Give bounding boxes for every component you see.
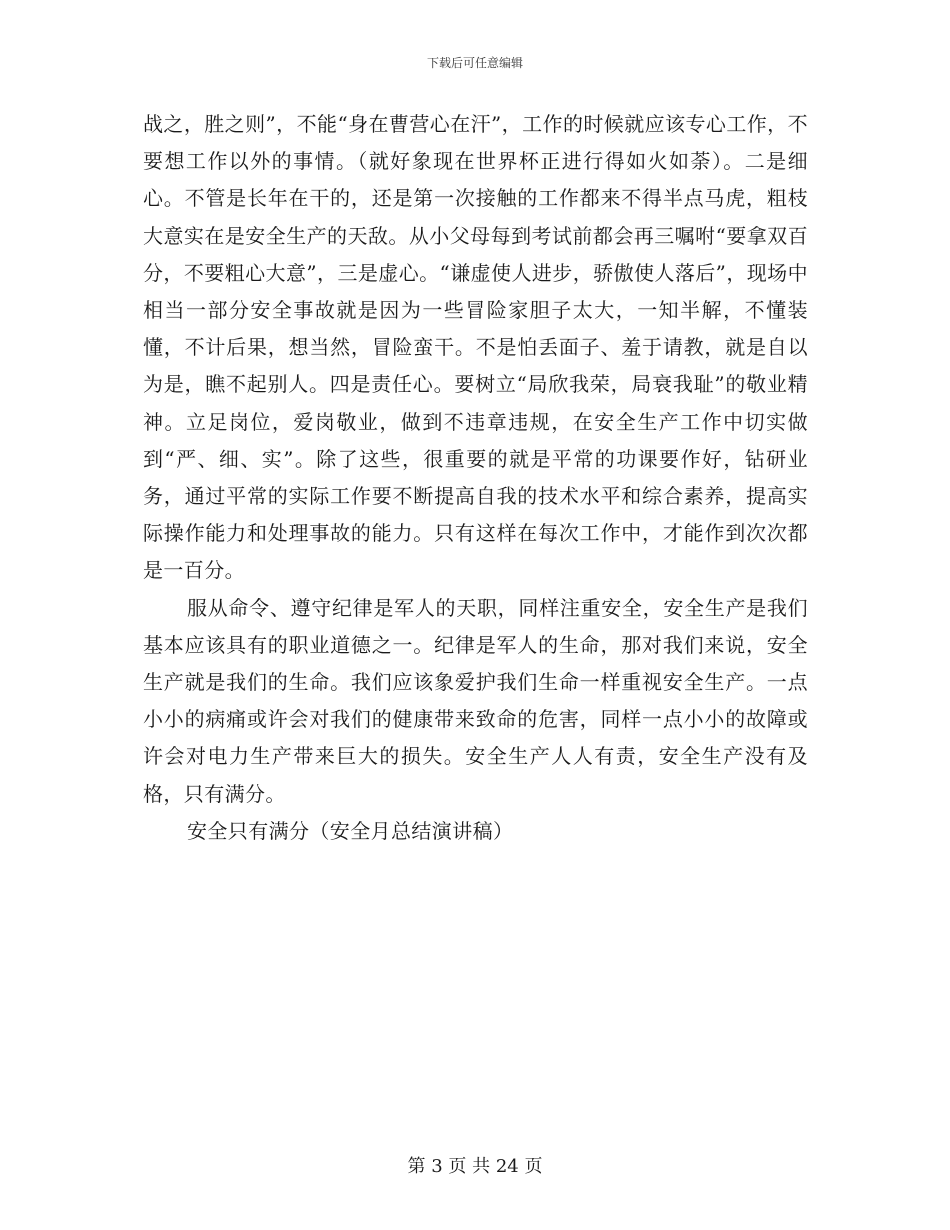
- page-footer: 第 3 页 共 24 页: [407, 1156, 543, 1177]
- paragraph-continuation: 战之，胜之则”，不能“身在曹营心在汗”，工作的时候就应该专心工作，不要想工作以外的事情。（就好象现在世界杯正进行得如火如荼）。二是细心。不管是长年在干的，还是第一次接触的工作都来不得半点马虎，粗枝大意实在是安全生产的天敌。从小父母每到考试前都会再三嘱咐“要拿双百分，不要粗心大意”，三是虚心。“谦虚使人进步，骄傲使人落后”，现场中相当一部分安全事故就是因为一些冒险家胆子太大，一知半解，不懂装懂，不计后果，想当然，冒险蛮干。不是怕丢面子、羞于请教，就是自以为是，瞧不起别人。四是责任心。要树立“局欣我荣，局衰我耻”的敬业精神。立足岗位，爱岗敬业，做到不违章违规，在安全生产工作中切实做到“严、细、实”。除了这些，很重要的就是平常的功课要作好，钻研业务，通过平常的实际工作要不断提高自我的技术水平和综合素养，提高实际操作能力和处理事故的能力。只有这样在每次工作中，才能作到次次都是一百分。: [143, 112, 808, 583]
- document-body: [143, 106, 808, 850]
- page-header: 下载后可任意编辑: [426, 56, 523, 70]
- paragraph-discipline: 服从命令、遵守纪律是军人的天职，同样注重安全，安全生产是我们基本应该具有的职业道德之一。纪律是军人的生命，那对我们来说，安全生产就是我们的生命。我们应该象爱护我们生命一样重视安全生产。一点小小的病痛或许会对我们的健康带来致命的危害，同样一点小小的故障或许会对电力生产带来巨大的损失。安全生产人人有责，安全生产没有及格，只有满分。: [143, 595, 808, 806]
- section-title-line: 安全只有满分（安全月总结演讲稿）: [187, 818, 514, 843]
